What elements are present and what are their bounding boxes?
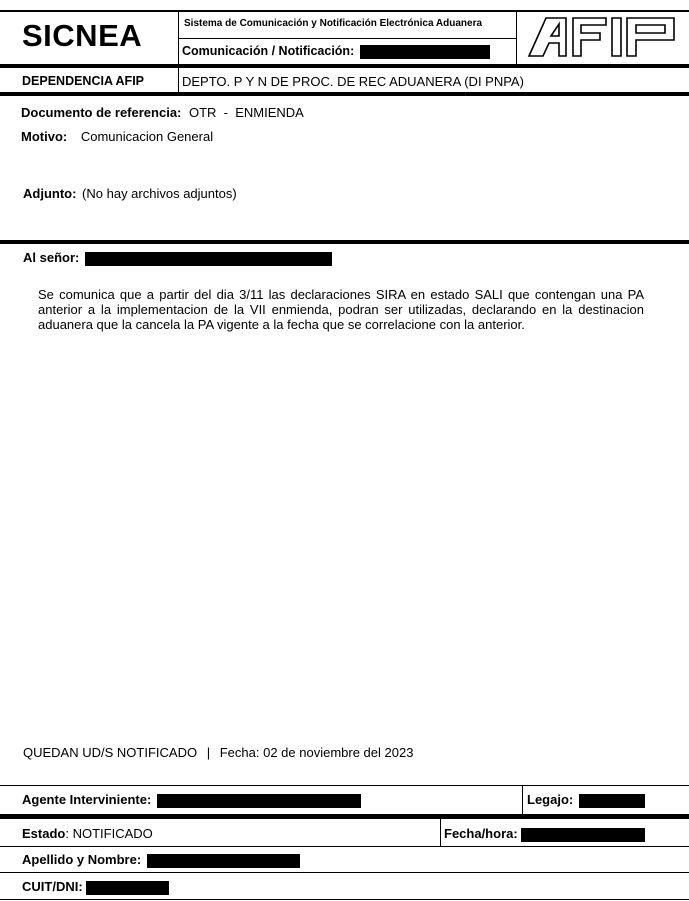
notice-row [23,745,413,760]
dependencia-divider [178,68,179,92]
system-name: Sistema de Comunicación y Notificación Electrónica Aduanera [184,18,483,29]
dependencia-value: DEPTO. P Y N DE PROC. DE REC ADUANERA (DI PNPA) [182,74,524,89]
fecha-hora-row [444,826,645,842]
header-bottom-border [0,64,689,68]
brand-title: SICNEA [22,18,143,53]
legajo-redacted [579,794,645,808]
header-divider-1 [178,10,179,64]
comm-label: Comunicación / Notificación: [182,44,355,58]
ref-label: Documento de referencia: [21,105,182,120]
adjunto-label: Adjunto: [23,186,77,201]
estado-colon: : [65,826,69,841]
afip-logo-graphic [526,15,682,59]
footer-mid-border [0,814,689,819]
system-name-underline [178,38,516,39]
header-divider-2 [516,10,517,64]
legajo-label: Legajo: [527,792,574,807]
adjunto-row [23,186,237,201]
comm-row [182,44,490,59]
footer-bottom-border [0,899,689,900]
legajo-divider [522,785,523,814]
cuit-row [22,879,169,895]
legajo-row [527,792,645,808]
agente-label: Agente Interviniente: [22,792,152,807]
fecha-hora-redacted [521,828,645,842]
dependencia-bottom-border [0,92,689,96]
apellido-redacted [147,854,300,868]
motivo-row [21,129,213,144]
estado-row [22,826,153,841]
notice-status: QUEDAN UD/S NOTIFICADO [23,745,198,760]
recipient-name-redacted [85,252,332,266]
estado-label: Estado [22,826,66,841]
footer-top-border [0,785,689,786]
apellido-top-border [0,846,689,847]
apellido-row [22,852,300,868]
notice-date-value: 02 de noviembre del 2023 [263,745,414,760]
adjunto-value: (No hay archivos adjuntos) [82,186,237,201]
recipient-label: Al señor: [23,250,80,265]
cuit-redacted [86,881,169,895]
agente-name-redacted [157,794,361,808]
fecha-hora-label: Fecha/hora: [444,826,518,841]
motivo-value: Comunicacion General [80,129,214,144]
notice-date-label: Fecha: [219,745,260,760]
ref-row [21,105,304,120]
recipient-row [23,250,332,266]
apellido-label: Apellido y Nombre: [22,852,142,867]
body-text: Se comunica que a partir del dia 3/11 las declaraciones SIRA en estado SALI que contengan una PA anterior a la implementacion de la VII enmienda, podran ser utilizadas, declarando en la destinacion aduanera que la cancela la PA vigente a la fecha que se correlacione con la anterior. [38,287,644,332]
ref-value: OTR - ENMIENDA [189,105,304,120]
header-top-border [0,10,689,12]
cuit-label: CUIT/DNI: [22,879,83,894]
motivo-label: Motivo: [21,129,68,144]
recipient-top-border [0,240,689,244]
fecha-hora-divider [440,819,441,846]
cuit-top-border [0,872,689,873]
notice-separator: | [206,745,211,760]
comm-number-redacted [360,45,490,59]
agente-row [22,792,361,808]
dependencia-label: DEPENDENCIA AFIP [22,74,145,88]
estado-value: NOTIFICADO [72,826,153,841]
afip-logo [526,15,682,64]
